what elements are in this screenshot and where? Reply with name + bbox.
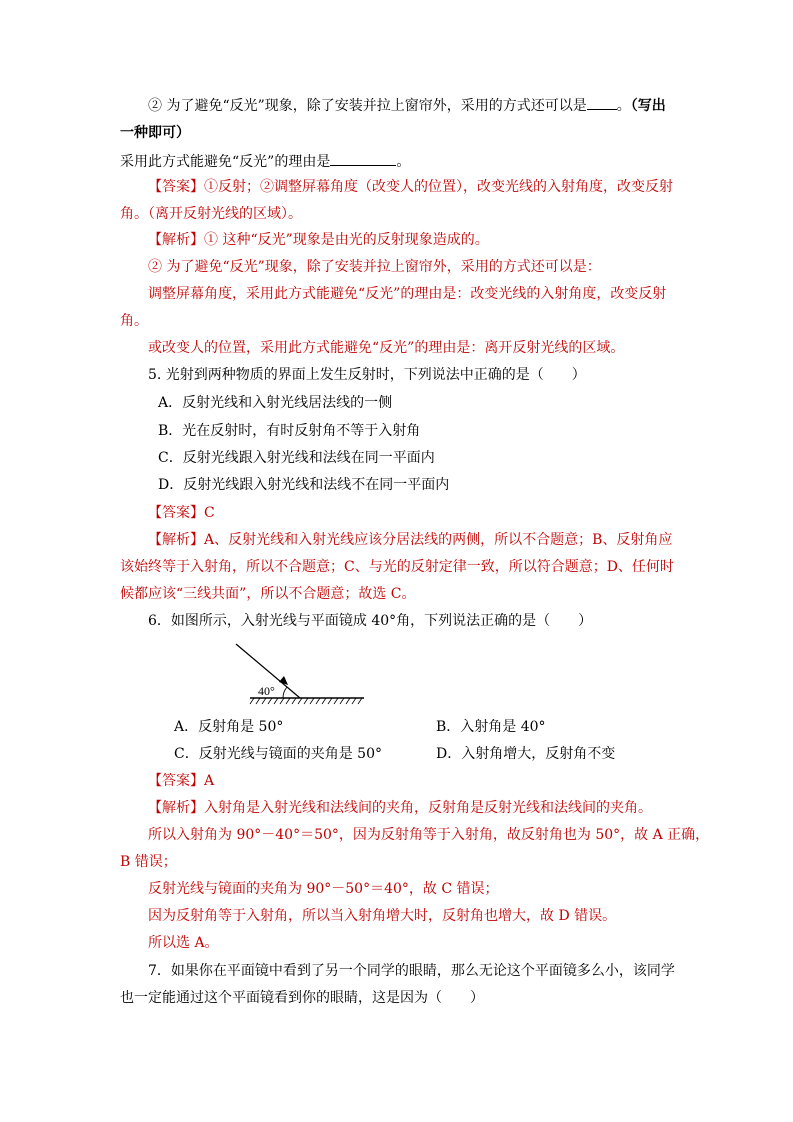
q6-explanation-line: B 错误； — [120, 854, 177, 870]
mirror-hatching — [250, 698, 362, 704]
q5-option-d: D．反射光线跟入射光线和法线不在同一平面内 — [158, 477, 450, 493]
q6-option-b: B．入射角是 40° — [436, 719, 546, 735]
q4-part2-text: ② 为了避免“反光”现象，除了安装并拉上窗帘外，采用的方式还可以是 — [148, 98, 587, 114]
q6-option-d: D．入射角增大，反射角不变 — [436, 746, 616, 762]
q4-explanation-line: ② 为了避免“反光”现象，除了安装并拉上窗帘外，采用的方式还可以是： — [148, 259, 601, 275]
q5-stem: 5. 光射到两种物质的界面上发生反射时，下列说法中正确的是（ ） — [148, 367, 586, 383]
q6-option-a: A．反射角是 50° — [174, 719, 284, 735]
q6-explanation-line: 反射光线与镜面的夹角为 90°－50°＝40°，故 C 错误； — [148, 881, 499, 897]
q4-answer: 【答案】①反射；②调整屏幕角度（改变人的位置），改变光线的入射角度，改变反射 — [148, 179, 673, 195]
q4-reason-line: 采用此方式能避免“反光”的理由是 。 — [120, 151, 410, 172]
q5-answer: 【答案】C — [148, 505, 215, 521]
q7-stem: 7．如果你在平面镜中看到了另一个同学的眼睛，那么无论这个平面镜多么小，该同学 — [148, 963, 675, 979]
q5-explanation: 【解析】A、反射光线和入射光线应该分居法线的两侧，所以不合题意；B、反射角应 — [148, 532, 673, 548]
q4-part2-hint: （写出 — [630, 98, 666, 114]
q4-explanation-line: 调整屏幕角度，采用此方式能避免“反光”的理由是：改变光线的入射角度，改变反射 — [148, 286, 667, 302]
angle-arc — [283, 687, 287, 698]
q6-explanation-line: 所以入射角为 90°－40°＝50°，因为反射角等于入射角，故反射角也为 50°，故 A 正确， — [148, 827, 710, 843]
q4-explanation-line: 角。 — [120, 313, 148, 329]
q6-stem: 6．如图所示，入射光线与平面镜成 40°角，下列说法正确的是（ ） — [148, 613, 593, 629]
q6-explanation-line: 因为反射角等于入射角，所以当入射角增大时，反射角也增大，故 D 错误。 — [148, 908, 617, 924]
q6-answer: 【答案】A — [148, 773, 215, 789]
q6-explanation-line: 所以选 A。 — [148, 935, 219, 951]
q5-explanation-line: 该始终等于入射角，所以不合题意；C、与光的反射定律一致，所以符合题意；D、任何时 — [120, 559, 674, 575]
q7-stem-cont: 也一定能通过这个平面镜看到你的眼睛，这是因为（ ） — [120, 990, 484, 1006]
q6-explanation: 【解析】入射角是入射光线和法线间的夹角，反射角是反射光线和法线间的夹角。 — [148, 800, 652, 816]
mirror-reflection-figure — [228, 640, 373, 710]
answer-blank — [587, 95, 617, 110]
q4-explanation-line: 或改变人的位置，采用此方式能避免“反光”的理由是：离开反射光线的区域。 — [148, 340, 625, 356]
answer-blank — [330, 151, 396, 166]
q5-option-c: C．反射光线跟入射光线和法线在同一平面内 — [158, 450, 435, 466]
q5-option-a: A．反射光线和入射光线居法线的一侧 — [158, 395, 393, 411]
q6-option-c: C．反射光线与镜面的夹角是 50° — [174, 746, 382, 762]
q4-explanation: 【解析】① 这种“反光”现象是由光的反射现象造成的。 — [148, 232, 489, 248]
angle-label: 40° — [258, 684, 275, 698]
q4-answer-cont: 角。（离开反射光线的区域）。 — [120, 206, 302, 222]
q4-part2-line: ② 为了避免“反光”现象，除了安装并拉上窗帘外，采用的方式还可以是 。（写出 — [148, 95, 666, 116]
q5-explanation-line: 候都应该“三线共面”，所以不合题意；故选 C。 — [120, 586, 416, 602]
q4-part2-hint-cont: 一种即可） — [120, 125, 190, 141]
q5-option-b: B．光在反射时，有时反射角不等于入射角 — [158, 423, 421, 439]
